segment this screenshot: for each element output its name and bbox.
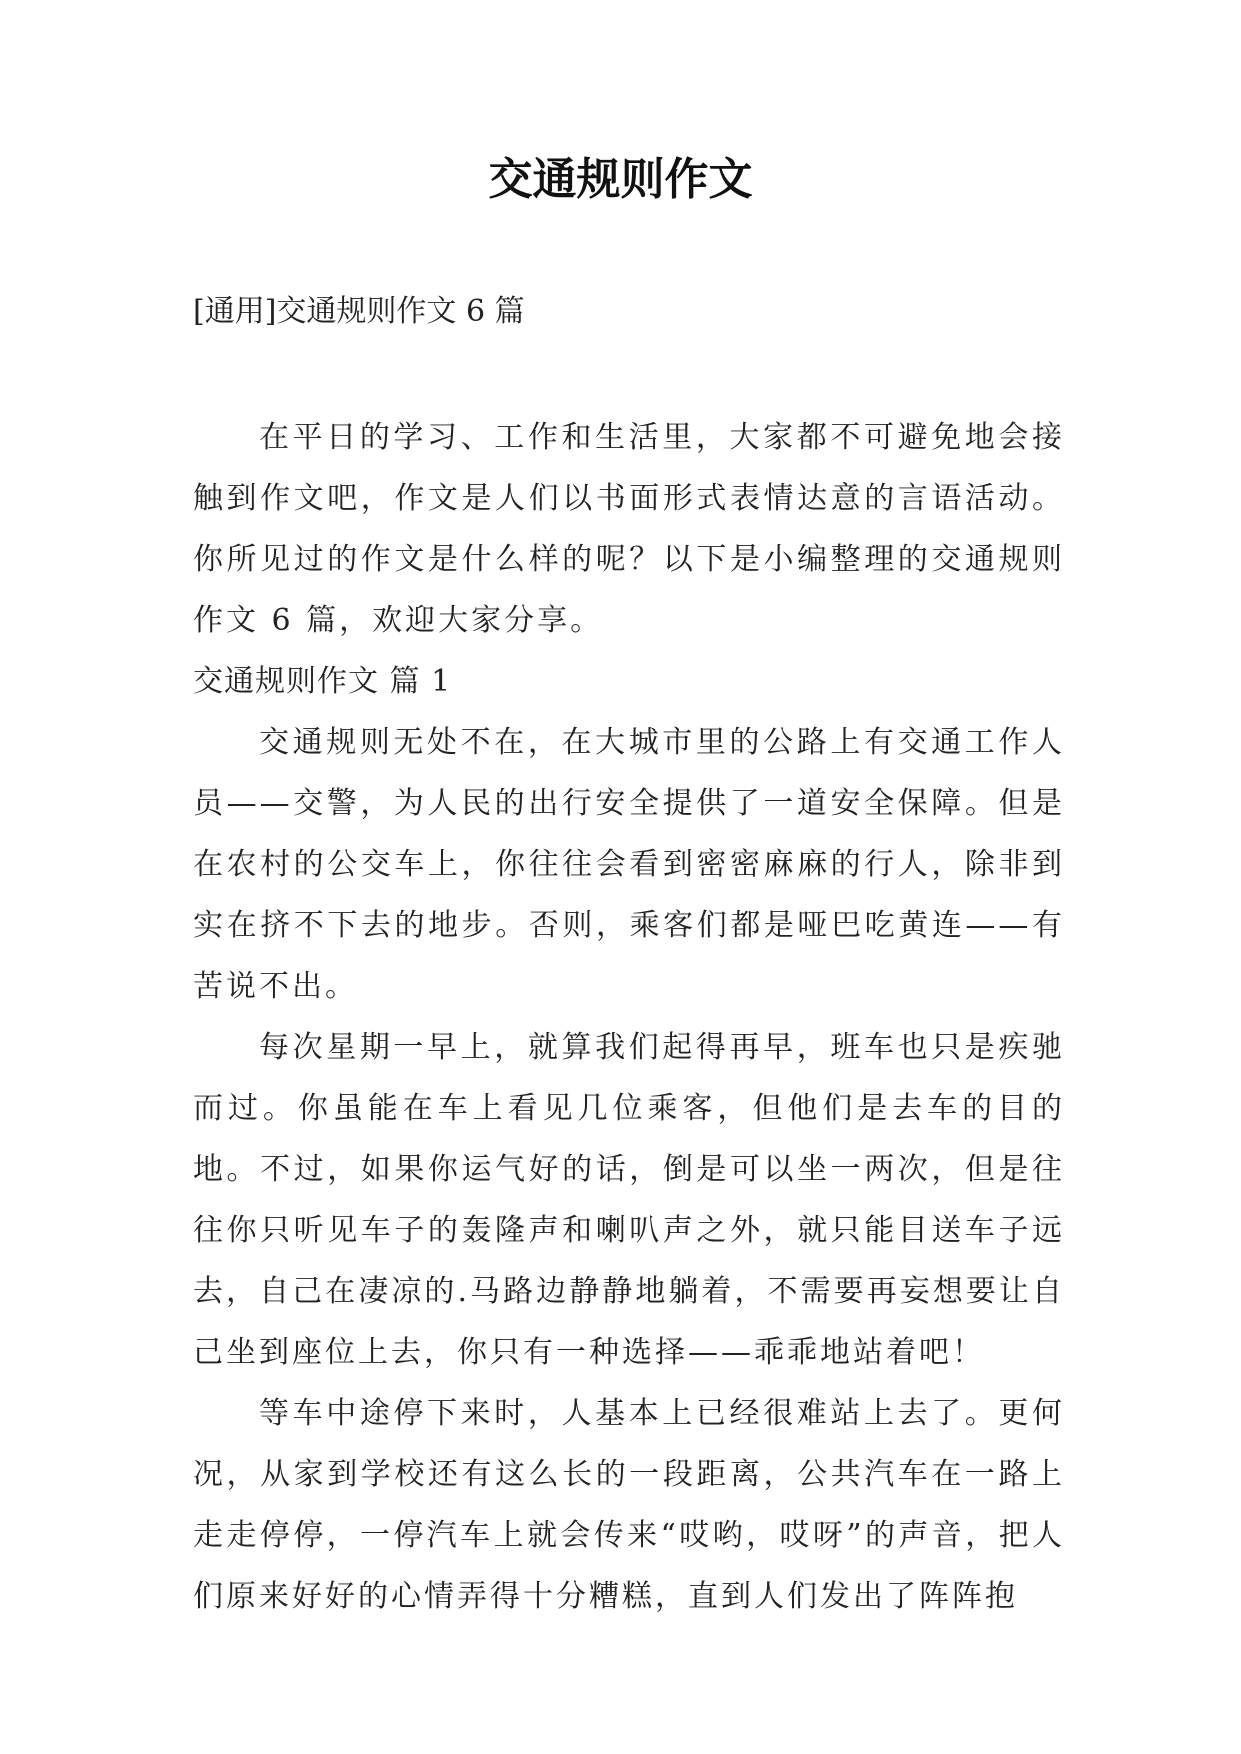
- body-paragraph-3: 等车中途停下来时，人基本上已经很难站上去了。更何况，从家到学校还有这么长的一段距离，公共汽车在一路上走走停停，一停汽车上就会传来“哎哟，哎呀”的声音，把人们原来好好的心情弄得十分糟糕，直到人们发出了阵阵抱: [193, 1396, 1065, 1614]
- intro-paragraph: 在平日的学习、工作和生活里，大家都不可避免地会接触到作文吧，作文是人们以书面形式表情达意的言语活动。你所见过的作文是什么样的呢？以下是小编整理的交通规则作文 6 篇，欢迎大家分享。: [193, 420, 1065, 638]
- document-title: 交通规则作文: [488, 154, 753, 205]
- section-heading: 交通规则作文 篇 1: [193, 664, 452, 699]
- document-subtitle: [通用]交通规则作文 6 篇: [193, 294, 525, 329]
- document-body: [193, 407, 1065, 1627]
- body-paragraph-2: 每次星期一早上，就算我们起得再早，班车也只是疾驰而过。你虽能在车上看见几位乘客，但他们是去车的目的地。不过，如果你运气好的话，倒是可以坐一两次，但是往往你只听见车子的轰隆声和喇叭声之外，就只能目送车子远去，自己在凄凉的.马路边静静地躺着，不需要再妄想要让自己坐到座位上去，你只有一种选择——乖乖地站着吧！: [193, 1030, 1065, 1370]
- body-paragraph-1: 交通规则无处不在，在大城市里的公路上有交通工作人员——交警，为人民的出行安全提供了一道安全保障。但是在农村的公交车上，你往往会看到密密麻麻的行人，除非到实在挤不下去的地步。否则，乘客们都是哑巴吃黄连——有苦说不出。: [193, 725, 1065, 1004]
